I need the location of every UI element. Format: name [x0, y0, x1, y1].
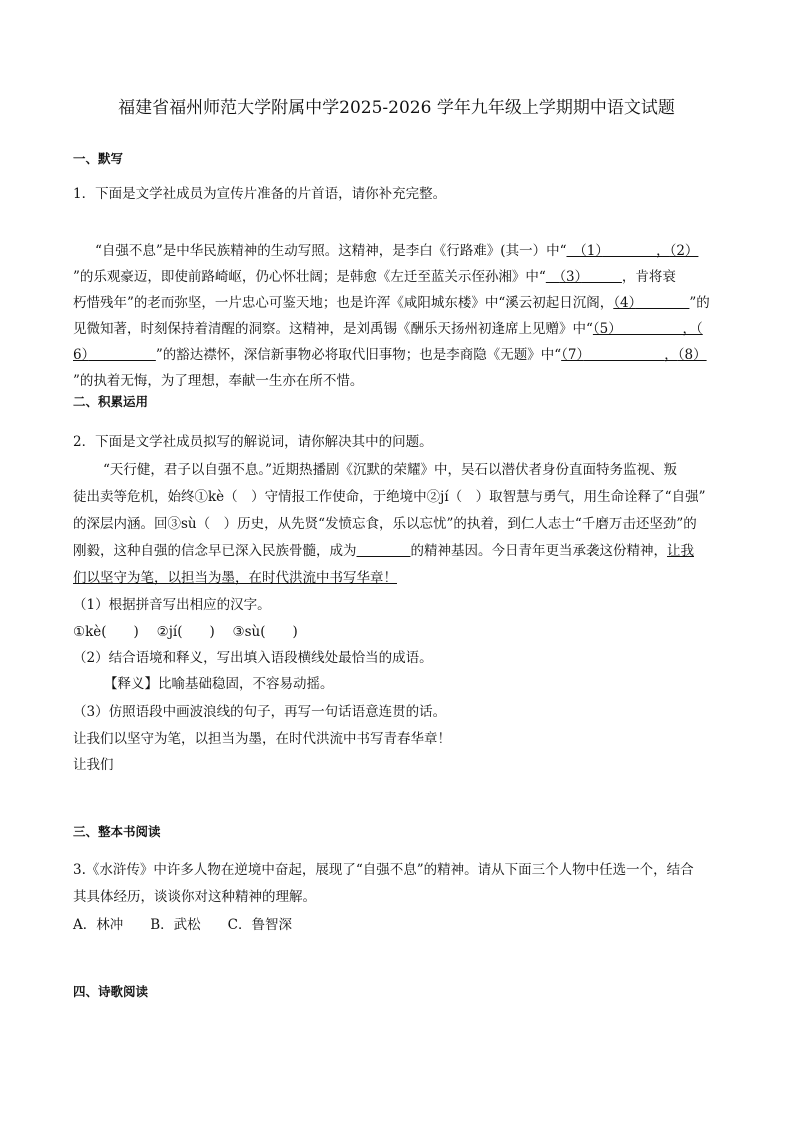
section-heading-accumulation: 二、积累运用: [73, 394, 149, 409]
blank-6: 6）: [73, 347, 89, 363]
q1-line-2: [73, 268, 676, 286]
idiom-blank: [357, 543, 411, 559]
page-title: 福建省福州师范大学附属中学2025-2026 学年九年级上学期期中语文试题: [118, 98, 675, 118]
blank-3: （3）: [559, 269, 582, 285]
blank-7: （7） ，（8）: [561, 347, 707, 363]
question-2-prompt: 2．下面是文学社成员拟写的解说词，请你解决其中的问题。: [73, 434, 433, 450]
sub-question-2: （2）结合语境和释义，写出填入语段横线处最恰当的成语。: [73, 650, 433, 666]
sub-question-3: （3）仿照语段中画波浪线的句子，再写一句话语意连贯的话。: [73, 704, 447, 720]
q1-line-1: [95, 242, 698, 260]
text: ”的豁达襟怀，深信新事物必将取代旧事物；也是李商隐《无题》中“: [155, 347, 562, 363]
q2-paragraph-line-5: [73, 569, 397, 587]
question-3-line-1: 3.《水浒传》中许多人物在逆境中奋起，展现了“自强不息”的精神。请从下面三个人物中任选一个，结合: [73, 862, 694, 878]
q1-line-4: [73, 320, 703, 338]
question-3-options: A．林冲 B．武松 C．鲁智深: [73, 917, 292, 933]
example-sentence: 让我们以坚守为笔，以担当为墨，在时代洪流中书写青春华章！: [73, 731, 451, 747]
text: “自强不息”是中华民族精神的生动写照。这精神，是李白《行路难》(其一）中“: [95, 243, 567, 259]
q1-line-6: ”的执着无悔，为了理想，奉献一生亦在所不惜。: [73, 373, 364, 389]
pinyin-blanks: ①kè( ) ②jí( ) ③sù( ): [73, 624, 298, 640]
text: ，: [656, 243, 670, 259]
text: ”的: [689, 295, 710, 311]
wavy-sentence: 们以坚守为笔，以担当为墨，在时代洪流中书写华章！: [73, 570, 397, 586]
q2-paragraph-line-3: 的深层内涵。回③sù（ ）历史，从先贤“发愤忘食，乐以忘忧”的执着，到仁人志士“千磨万击还坚劲”的: [73, 516, 697, 532]
q2-paragraph-line-1: “天行健，君子以自强不息。”近期热播剧《沉默的荣耀》中，吴石以潜伏者身份直面特务监视、叛: [103, 462, 678, 478]
q2-paragraph-line-4: [73, 542, 694, 560]
sub-question-1: （1）根据拼音写出相应的汉字。: [73, 597, 271, 613]
text: 朽惜残年”的老而弥坚，一片忠心可鉴天地；也是许浑《咸阳城东楼》中“溪云初起日沉阁，: [73, 295, 614, 311]
question-3-line-2: 其具体经历，谈谈你对这种精神的理解。: [73, 889, 316, 905]
q2-paragraph-line-2: 徒出卖等危机，始终①kè（ ）守情报工作使命，于绝境中②jí（ ）取智慧与勇气，用生命诠释了“自强”: [73, 489, 706, 505]
wavy-sentence-start: 让我: [667, 543, 694, 559]
text: 刚毅，这种自强的信念早已深入民族骨髓，成为: [73, 543, 357, 559]
answer-start: 让我们: [73, 757, 114, 773]
text: 见微知著，时刻保持着清醒的洞察。这精神，是刘禹锡《酬乐天扬州初逢席上见赠》中“: [73, 321, 593, 337]
section-heading-dictation: 一、默写: [73, 151, 124, 166]
text: 的精神基因。今日青年更当承袭这份精神，: [410, 543, 667, 559]
q1-line-5: [73, 346, 707, 364]
q1-line-3: [73, 294, 710, 312]
text: ”的乐观豪迈，即使前路崎岖，仍心怀壮阔；是韩愈《左迁至蓝关示侄孙湘》中“: [73, 269, 546, 285]
definition: 【释义】比喻基础稳固，不容易动摇。: [104, 676, 334, 692]
section-heading-poetry: 四、诗歌阅读: [73, 984, 149, 999]
blank-2: （2）: [669, 243, 699, 259]
text: ，肯将衰: [621, 269, 676, 285]
blank-4: （4）: [613, 295, 636, 311]
blank-1: （1）: [579, 243, 603, 259]
section-heading-book-reading: 三、整本书阅读: [73, 824, 161, 839]
question-1-prompt: 1．下面是文学社成员为宣传片准备的片首语，请你补充完整。: [73, 186, 447, 202]
blank-5: （5） ，（: [592, 321, 703, 337]
